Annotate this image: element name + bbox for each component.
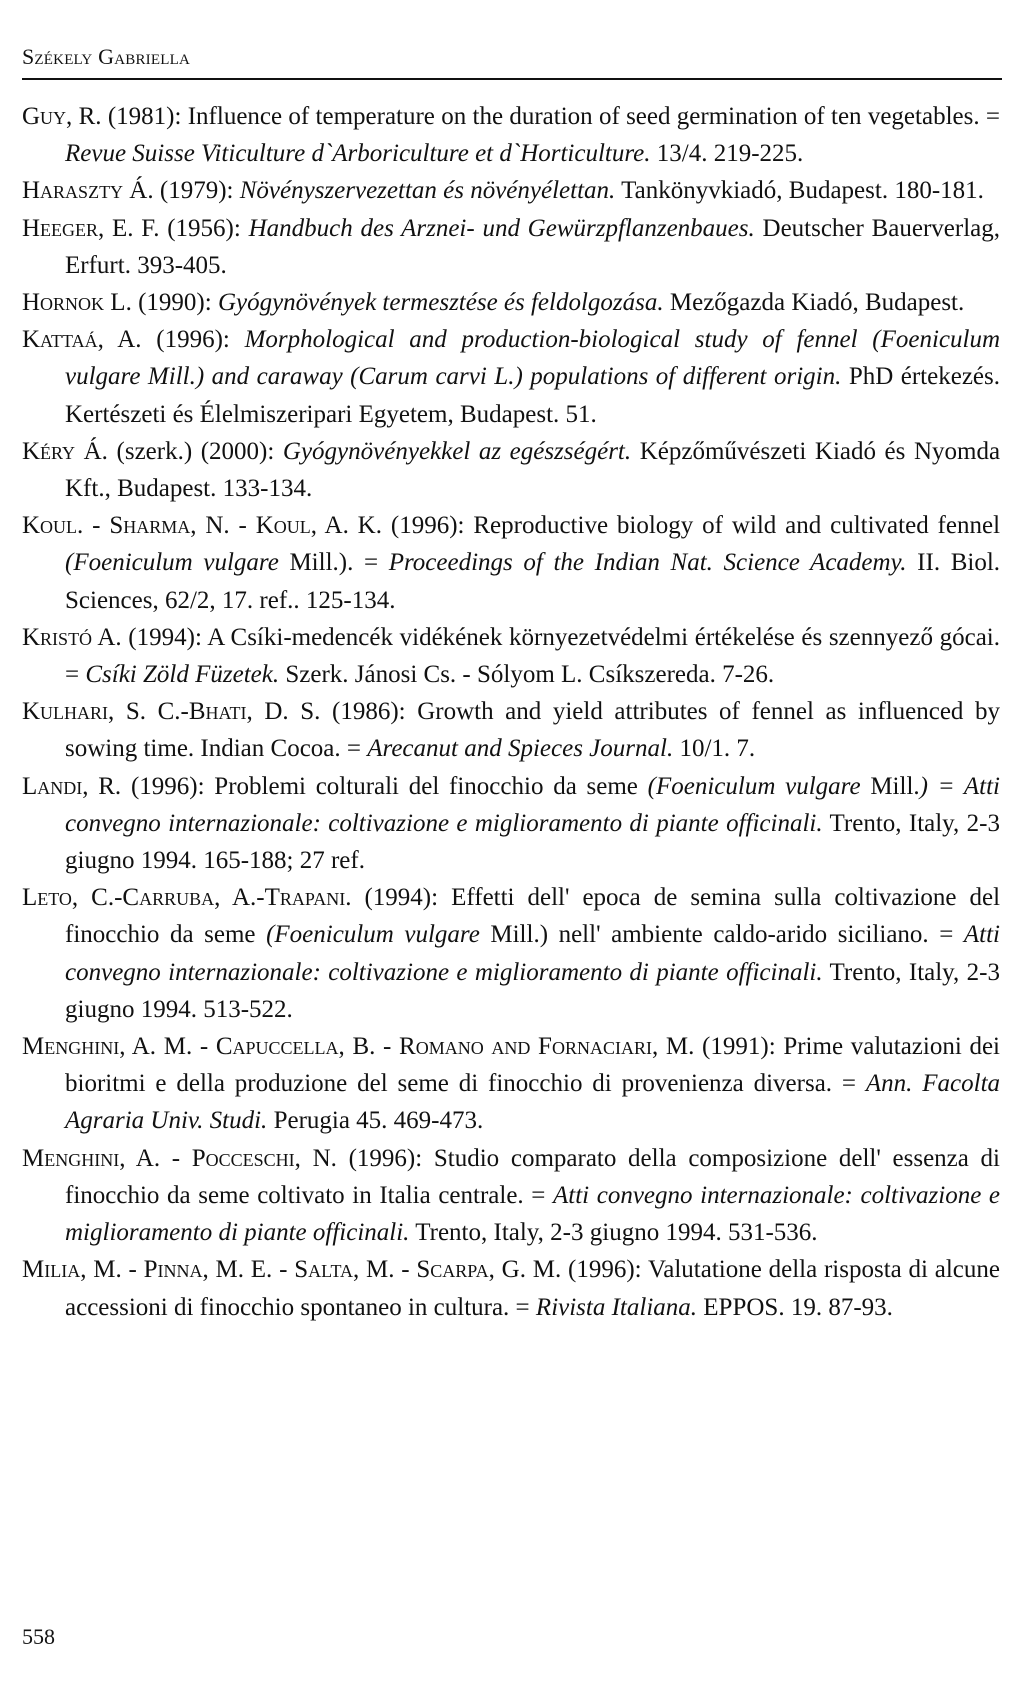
reference-source: Atti convegno internazionale: coltivazione e miglioramento di piante officinali. [65, 1181, 1000, 1247]
reference-details: Trento, Italy, 2-3 giugno 1994. 513-522. [65, 958, 1000, 1023]
reference-text: Effetti dell' epoca de semina sulla coltivazione del finocchio da seme [65, 884, 1001, 949]
reference-details: 10/1. 7. [679, 735, 756, 763]
reference-details: II. Biol. Sciences, 62/2, 17. ref.. 125-134. [65, 549, 1001, 614]
reference-authors: Milia, M. - Pinna, M. E. - Salta, M. - Scarpa, G. M. [22, 1256, 562, 1284]
reference-year: (1994): [364, 884, 439, 912]
reference-year: (1996): [390, 512, 465, 540]
reference-details: PhD értekezés. Kertészeti és Élelmiszeripari Egyetem, Budapest. 51. [65, 363, 1000, 428]
reference-list [22, 98, 1000, 1326]
reference-authors: Kulhari, S. C.-Bhati, D. S. [22, 698, 321, 726]
reference-source: Ann. Facolta Agraria Univ. Studi. [65, 1070, 1001, 1135]
reference-species: (Foeniculum vulgare [65, 549, 279, 577]
reference-text: Valutatione della risposta di alcune accessioni di finocchio spontaneo in cultura. = [65, 1256, 1000, 1321]
reference-year: (1991): [702, 1033, 776, 1061]
reference-species: (Foeniculum vulgare [266, 921, 480, 949]
reference-authors: Leto, C.-Carruba, A.-Trapani. [22, 884, 352, 912]
reference-text: Influence of temperature on the duration of seed germination of ten vegetables. = [187, 103, 1000, 130]
reference-year: (1981): [107, 103, 182, 130]
reference-year: (1990): [138, 289, 212, 317]
reference-title: Gyógynövényekkel az egészségért. [282, 437, 632, 465]
reference-details: Szerk. Jánosi Cs. - Sólyom L. Csíkszereda. 7-26. [285, 661, 775, 689]
running-header [22, 38, 1002, 80]
reference-text: Mill.). = [289, 549, 379, 577]
reference-entry [22, 321, 1000, 433]
running-title: Székely Gabriella [22, 44, 190, 69]
reference-year: (1956): [167, 214, 241, 242]
reference-year: (1996): [348, 1144, 423, 1172]
reference-entry [22, 98, 1000, 172]
reference-details: Mezőgazda Kiadó, Budapest. [669, 289, 965, 317]
reference-year: (szerk.) (2000): [116, 437, 275, 465]
reference-entry [22, 1028, 1000, 1140]
reference-details: Tankönyvkiadó, Budapest. 180-181. [621, 177, 984, 205]
reference-authors: Heeger, E. F. [22, 214, 160, 242]
reference-details: Perugia 45. 469-473. [273, 1107, 484, 1135]
reference-text: Prime valutazioni dei bioritmi e della produzione del seme di finocchio di provenienza diversa. = [65, 1033, 1000, 1098]
reference-year: (1994): [128, 623, 202, 651]
reference-entry [22, 284, 1000, 321]
reference-text: Mill.) nell' ambiente caldo-arido siciliano. = [490, 921, 954, 949]
reference-details: 13/4. 219-225. [656, 140, 804, 168]
reference-entry [22, 619, 1000, 693]
reference-entry [22, 507, 1000, 619]
reference-text: Problemi colturali del finocchio da seme [214, 772, 638, 800]
reference-entry [22, 433, 1000, 507]
reference-species: (Foeniculum vulgare [647, 772, 861, 800]
reference-source: Arecanut and Spieces Journal. [367, 735, 674, 763]
reference-details: Képzőművészeti Kiadó és Nyomda Kft., Budapest. 133-134. [65, 437, 1001, 503]
reference-source: Rivista Italiana. [535, 1293, 698, 1321]
reference-authors: Haraszty Á. [22, 177, 154, 205]
reference-authors: Guy, R. [22, 103, 102, 130]
reference-authors: Kattaá, A. [22, 326, 142, 354]
reference-details: Trento, Italy, 2-3 giugno 1994. 165-188; 27 ref. [65, 809, 1000, 875]
reference-authors: Kéry Á. [22, 437, 108, 465]
reference-title: Handbuch des Arznei- und Gewürzpflanzenbaues. [248, 214, 755, 242]
reference-entry [22, 879, 1000, 1028]
reference-authors: Menghini, A. - Pocceschi, N. [22, 1144, 337, 1172]
reference-year: (1996): [156, 326, 230, 354]
reference-text: Studio comparato della composizione dell' essenza di finocchio da seme coltivato in Italia centrale. = [65, 1144, 1000, 1209]
reference-source: Revue Suisse Viticulture d`Arboriculture et d`Horticulture. [65, 140, 651, 168]
reference-year: (1986): [332, 698, 406, 726]
reference-entry [22, 1140, 1000, 1252]
reference-entry [22, 172, 1000, 209]
reference-authors: Koul. - Sharma, N. - Koul, A. K. [22, 512, 382, 540]
reference-text: Growth and yield attributes of fennel as influenced by sowing time. Indian Cocoa. = [65, 698, 1001, 763]
reference-entry [22, 210, 1000, 284]
reference-source: Csíki Zöld Füzetek. [85, 661, 280, 689]
reference-year: (1996): [568, 1256, 642, 1284]
reference-authors: Landi, R. [22, 772, 122, 800]
reference-source: Atti convegno internazionale: coltivazione e miglioramento di piante officinali. [65, 921, 1000, 986]
reference-text: Reproductive biology of wild and cultivated fennel [473, 512, 1001, 540]
reference-source: Proceedings of the Indian Nat. Science Academy. [388, 549, 907, 577]
reference-title: Morphological and production-biological study of fennel (Foeniculum vulgare Mill.) and caraway (Carum carvi L.) populations of different origin. [65, 326, 1000, 391]
reference-title: Gyógynövények termesztése és feldolgozása. [217, 289, 664, 317]
reference-details: Deutscher Bauerverlag, Erfurt. 393-405. [65, 214, 1001, 279]
reference-entry [22, 1251, 1000, 1325]
reference-text: Mill. [870, 772, 920, 800]
reference-details: Trento, Italy, 2-3 giugno 1994. 531-536. [415, 1219, 818, 1247]
reference-source: ) = Atti convegno internazionale: coltivazione e miglioramento di piante officinali. [65, 772, 1000, 837]
reference-text: A Csíki-medencék vidékének környezetvédelmi értékelése és szennyező gócai. = [65, 623, 1000, 689]
reference-authors: Menghini, A. M. - Capuccella, B. - Romano and Fornaciari, M. [22, 1033, 695, 1061]
reference-entry [22, 693, 1000, 767]
reference-year: (1979): [159, 177, 234, 205]
reference-year: (1996): [130, 772, 205, 800]
page-number: 558 [22, 1624, 55, 1649]
reference-entry [22, 768, 1000, 880]
reference-authors: Kristó A. [22, 623, 122, 651]
reference-details: EPPOS. 19. 87-93. [703, 1293, 893, 1321]
reference-authors: Hornok L. [22, 289, 132, 317]
reference-title: Növényszervezettan és növényélettan. [239, 177, 616, 205]
